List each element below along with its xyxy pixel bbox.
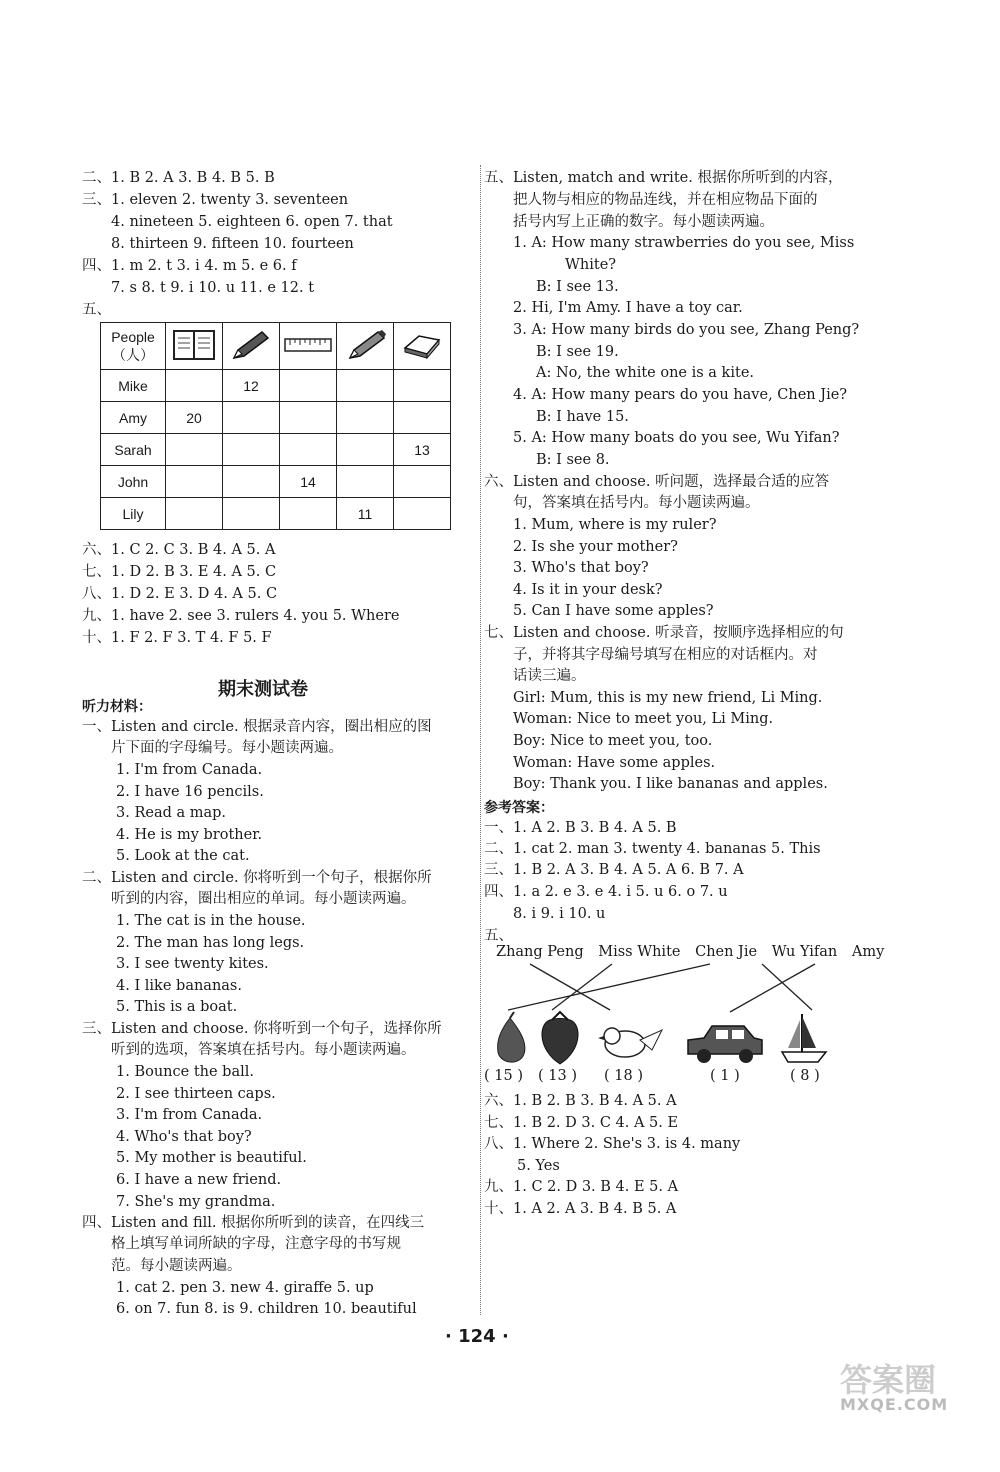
text-line: Woman: Have some apples. <box>513 755 716 771</box>
answer-line: 七、1. D 2. B 3. E 4. A 5. C <box>82 564 277 580</box>
text-line: 三、Listen and choose. 你将听到一个句子，选择你所 <box>82 1021 442 1037</box>
text-line: 听到的内容，圈出相应的单词。每小题读两遍。 <box>111 891 416 907</box>
strawberry-icon <box>542 1012 578 1064</box>
match-pictures <box>490 1010 840 1070</box>
ruler-icon <box>280 323 337 370</box>
eraser-icon <box>394 323 451 370</box>
text-line: White? <box>565 257 617 273</box>
text-line: 四、Listen and fill. 根据你所听到的读音，在四线三 <box>82 1215 425 1231</box>
text-line: 4. Who's that boy? <box>116 1129 252 1145</box>
answer-line: 三、1. eleven 2. twenty 3. seventeen <box>82 192 349 208</box>
text-line: 范。每小题读两遍。 <box>111 1258 242 1274</box>
answer-line: 五、 <box>484 928 513 944</box>
answer-line: 九、1. have 2. see 3. rulers 4. you 5. Where <box>82 608 400 624</box>
text-line: 1. The cat is in the house. <box>116 913 306 929</box>
text-line: B: I have 15. <box>536 409 629 425</box>
boat-icon <box>782 1014 826 1062</box>
text-line: 3. Who's that boy? <box>513 560 649 576</box>
answer-line: 九、1. C 2. D 3. B 4. E 5. A <box>484 1179 679 1195</box>
text-line: 6. on 7. fun 8. is 9. children 10. beautiful <box>116 1301 417 1317</box>
text-line: B: I see 19. <box>536 344 619 360</box>
text-line: 1. Mum, where is my ruler? <box>513 517 717 533</box>
answer-line: 7. s 8. t 9. i 10. u 11. e 12. t <box>111 280 315 296</box>
answer-line: 5. Yes <box>517 1158 560 1174</box>
answer-line: 五、 <box>82 302 111 318</box>
answer-line: 六、1. B 2. B 3. B 4. A 5. A <box>484 1093 677 1109</box>
text-line: 3. Read a map. <box>116 805 227 821</box>
text-line: 6. I have a new friend. <box>116 1172 282 1188</box>
pear-icon <box>498 1012 525 1062</box>
text-line: 话读三遍。 <box>513 668 586 684</box>
text-line: 二、Listen and circle. 你将听到一个句子，根据你所 <box>82 870 432 886</box>
match-names: Zhang Peng Miss White Chen Jie Wu Yifan Amy <box>496 944 885 960</box>
answer-line: 二、1. cat 2. man 3. twenty 4. bananas 5. This <box>484 841 821 857</box>
bird-icon <box>598 1028 662 1057</box>
answer-line: 七、1. B 2. D 3. C 4. A 5. E <box>484 1115 679 1131</box>
text-line: B: I see 8. <box>536 452 610 468</box>
page-number: · 124 · <box>445 1326 509 1347</box>
text-line: 5. Look at the cat. <box>116 848 250 864</box>
text-line: Boy: Thank you. I like bananas and apples. <box>513 776 828 792</box>
answer-line: 三、1. B 2. A 3. B 4. A 5. A 6. B 7. A <box>484 862 744 878</box>
text-line: 句，答案填在括号内。每小题读两遍。 <box>513 495 760 511</box>
text-line: 把人物与相应的物品连线，并在相应物品下面的 <box>513 192 818 208</box>
answer-line: 六、1. C 2. C 3. B 4. A 5. A <box>82 542 276 558</box>
text-line: 1. I'm from Canada. <box>116 762 263 778</box>
text-line: 4. A: How many pears do you have, Chen Jie? <box>513 387 848 403</box>
table-row: Sarah 13 <box>101 434 451 466</box>
text-line: 5. My mother is beautiful. <box>116 1150 307 1166</box>
table-row: Lily 11 <box>101 498 451 530</box>
text-line: 六、Listen and choose. 听问题，选择最合适的应答 <box>484 474 830 490</box>
answer-line: 四、1. a 2. e 3. e 4. i 5. u 6. o 7. u <box>484 884 728 900</box>
text-line: B: I see 13. <box>536 279 619 295</box>
toy-car-icon <box>688 1026 762 1063</box>
text-line: 五、Listen, match and write. 根据你所听到的内容， <box>484 170 843 186</box>
text-line: 1. Bounce the ball. <box>116 1064 254 1080</box>
text-line: 2. Hi, I'm Amy. I have a toy car. <box>513 300 743 316</box>
text-line: 5. A: How many boats do you see, Wu Yifan? <box>513 430 840 446</box>
text-line: 3. I'm from Canada. <box>116 1107 263 1123</box>
text-line: 4. He is my brother. <box>116 827 263 843</box>
text-line: 7. She's my grandma. <box>116 1194 276 1210</box>
answer-line: 十、1. A 2. A 3. B 4. B 5. A <box>484 1201 677 1217</box>
table-header-people: People （人） <box>101 323 166 370</box>
watermark-logo: 答案圈 <box>840 1361 937 1399</box>
text-line: A: No, the white one is a kite. <box>536 365 755 381</box>
answer-line: 4. nineteen 5. eighteen 6. open 7. that <box>111 214 393 230</box>
watermark-url: MXQE.COM <box>840 1395 949 1414</box>
text-line: 格上填写单词所缺的字母，注意字母的书写规 <box>111 1236 401 1252</box>
answer-line: 一、1. A 2. B 3. B 4. A 5. B <box>484 820 677 836</box>
answer-line: 8. thirteen 9. fifteen 10. fourteen <box>111 236 354 252</box>
pen-icon <box>223 323 280 370</box>
text-line: 片下面的字母编号。每小题读两遍。 <box>111 740 343 756</box>
text-line: 5. This is a boat. <box>116 999 238 1015</box>
answer-line: 四、1. m 2. t 3. i 4. m 5. e 6. f <box>82 258 297 274</box>
text-line: Boy: Nice to meet you, too. <box>513 733 713 749</box>
text-line: 2. I have 16 pencils. <box>116 784 264 800</box>
pencil-icon <box>337 323 394 370</box>
table-row: Mike 12 <box>101 370 451 402</box>
text-line: 子，并将其字母编号填写在相应的对话框内。对 <box>513 647 818 663</box>
text-line: Girl: Mum, this is my new friend, Li Ming. <box>513 690 823 706</box>
text-line: 5. Can I have some apples? <box>513 603 714 619</box>
text-line: Woman: Nice to meet you, Li Ming. <box>513 711 774 727</box>
answer-line: 八、1. Where 2. She's 3. is 4. many <box>484 1136 741 1152</box>
table-row: Amy 20 <box>101 402 451 434</box>
listening-label: 听力材料： <box>82 699 152 715</box>
text-line: 3. I see twenty kites. <box>116 956 269 972</box>
column-divider <box>480 165 481 1315</box>
text-line: 一、Listen and circle. 根据录音内容，圈出相应的图 <box>82 719 432 735</box>
text-line: 1. cat 2. pen 3. new 4. giraffe 5. up <box>116 1280 374 1296</box>
answer-line: 八、1. D 2. E 3. D 4. A 5. C <box>82 586 278 602</box>
people-items-table <box>100 322 451 530</box>
text-line: 2. Is she your mother? <box>513 539 678 555</box>
answer-line: 十、1. F 2. F 3. T 4. F 5. F <box>82 630 272 646</box>
text-line: 七、Listen and choose. 听录音，按顺序选择相应的句 <box>484 625 844 641</box>
table-row: John 14 <box>101 466 451 498</box>
text-line: 3. A: How many birds do you see, Zhang Peng? <box>513 322 860 338</box>
reference-answers-label: 参考答案： <box>484 800 554 816</box>
answer-line: 8. i 9. i 10. u <box>513 906 606 922</box>
text-line: 4. Is it in your desk? <box>513 582 663 598</box>
text-line: 1. A: How many strawberries do you see, Miss <box>513 235 855 251</box>
text-line: 2. The man has long legs. <box>116 935 305 951</box>
text-line: 括号内写上正确的数字。每小题读两遍。 <box>513 214 774 230</box>
text-line: 4. I like bananas. <box>116 978 242 994</box>
book-icon <box>166 323 223 370</box>
answer-line: 二、1. B 2. A 3. B 4. B 5. B <box>82 170 275 186</box>
text-line: 听到的选项，答案填在括号内。每小题读两遍。 <box>111 1042 416 1058</box>
text-line: 2. I see thirteen caps. <box>116 1086 276 1102</box>
exam-title: 期末测试卷 <box>218 679 308 700</box>
